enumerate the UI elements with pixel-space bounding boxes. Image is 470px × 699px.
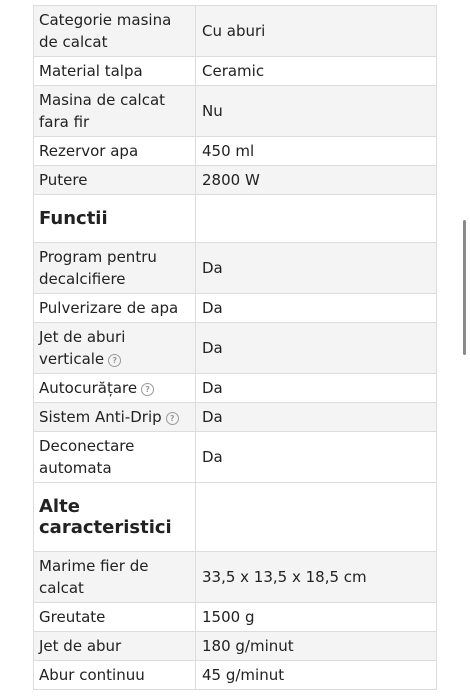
- spec-key-label: Functii: [39, 208, 108, 229]
- table-row: [34, 432, 437, 483]
- spec-key: [34, 294, 196, 323]
- spec-value: [196, 483, 437, 552]
- question-circle-icon[interactable]: ?: [166, 412, 179, 425]
- spec-key-label: Alte caracteristici: [39, 496, 172, 538]
- table-row: [34, 294, 437, 323]
- table-row: [34, 6, 437, 57]
- spec-key-label: Jet de abur: [39, 637, 122, 655]
- spec-key-label: Program pentru decalcifiere: [39, 248, 157, 288]
- scrollbar[interactable]: [463, 220, 466, 355]
- spec-key-label: Putere: [39, 171, 88, 189]
- section-header: [34, 195, 437, 243]
- spec-value: 45 g/minut: [196, 661, 437, 690]
- spec-key-label: Masina de calcat fara fir: [39, 91, 166, 131]
- table-row: [34, 323, 437, 374]
- spec-key-label: Sistem Anti-Drip: [39, 408, 162, 426]
- spec-key: [34, 374, 196, 403]
- spec-value: Da: [196, 403, 437, 432]
- spec-key-label: Marime fier de calcat: [39, 557, 149, 597]
- spec-key: [34, 243, 196, 294]
- spec-key: [34, 432, 196, 483]
- section-title: [34, 195, 196, 243]
- spec-key: [34, 166, 196, 195]
- spec-key: [34, 137, 196, 166]
- table-row: [34, 137, 437, 166]
- section-header: [34, 483, 437, 552]
- spec-key-label: Jet de aburi verticale: [39, 328, 126, 368]
- spec-key-label: Rezervor apa: [39, 142, 139, 160]
- spec-key-label: Material talpa: [39, 62, 143, 80]
- spec-key: [34, 552, 196, 603]
- spec-key-label: Categorie masina de calcat: [39, 11, 172, 51]
- table-row: [34, 603, 437, 632]
- spec-key: [34, 57, 196, 86]
- spec-value: Da: [196, 432, 437, 483]
- spec-value: 2800 W: [196, 166, 437, 195]
- table-row: [34, 552, 437, 603]
- table-row: [34, 166, 437, 195]
- spec-key: [34, 86, 196, 137]
- table-row: [34, 403, 437, 432]
- spec-value: Da: [196, 374, 437, 403]
- spec-value: Da: [196, 294, 437, 323]
- table-row: [34, 86, 437, 137]
- spec-key: [34, 661, 196, 690]
- spec-value: 1500 g: [196, 603, 437, 632]
- spec-value: Ceramic: [196, 57, 437, 86]
- spec-key: [34, 323, 196, 374]
- spec-value: [196, 195, 437, 243]
- spec-value: 450 ml: [196, 137, 437, 166]
- spec-value: Cu aburi: [196, 6, 437, 57]
- table-row: [34, 243, 437, 294]
- spec-key: [34, 632, 196, 661]
- table-row: [34, 374, 437, 403]
- spec-key-label: Deconectare automata: [39, 437, 135, 477]
- section-title: [34, 483, 196, 552]
- table-row: [34, 57, 437, 86]
- question-circle-icon[interactable]: ?: [141, 383, 154, 396]
- spec-key: [34, 603, 196, 632]
- spec-key-label: Greutate: [39, 608, 106, 626]
- spec-key-label: Abur continuu: [39, 666, 145, 684]
- table-row: [34, 632, 437, 661]
- spec-value: 180 g/minut: [196, 632, 437, 661]
- spec-key: [34, 403, 196, 432]
- spec-value: Da: [196, 243, 437, 294]
- spec-key-label: Pulverizare de apa: [39, 299, 179, 317]
- spec-value: Da: [196, 323, 437, 374]
- question-circle-icon[interactable]: ?: [108, 354, 121, 367]
- specifications-table: [33, 5, 437, 690]
- spec-key-label: Autocurățare: [39, 379, 138, 397]
- table-row: [34, 661, 437, 690]
- spec-value: 33,5 x 13,5 x 18,5 cm: [196, 552, 437, 603]
- spec-key: [34, 6, 196, 57]
- spec-value: Nu: [196, 86, 437, 137]
